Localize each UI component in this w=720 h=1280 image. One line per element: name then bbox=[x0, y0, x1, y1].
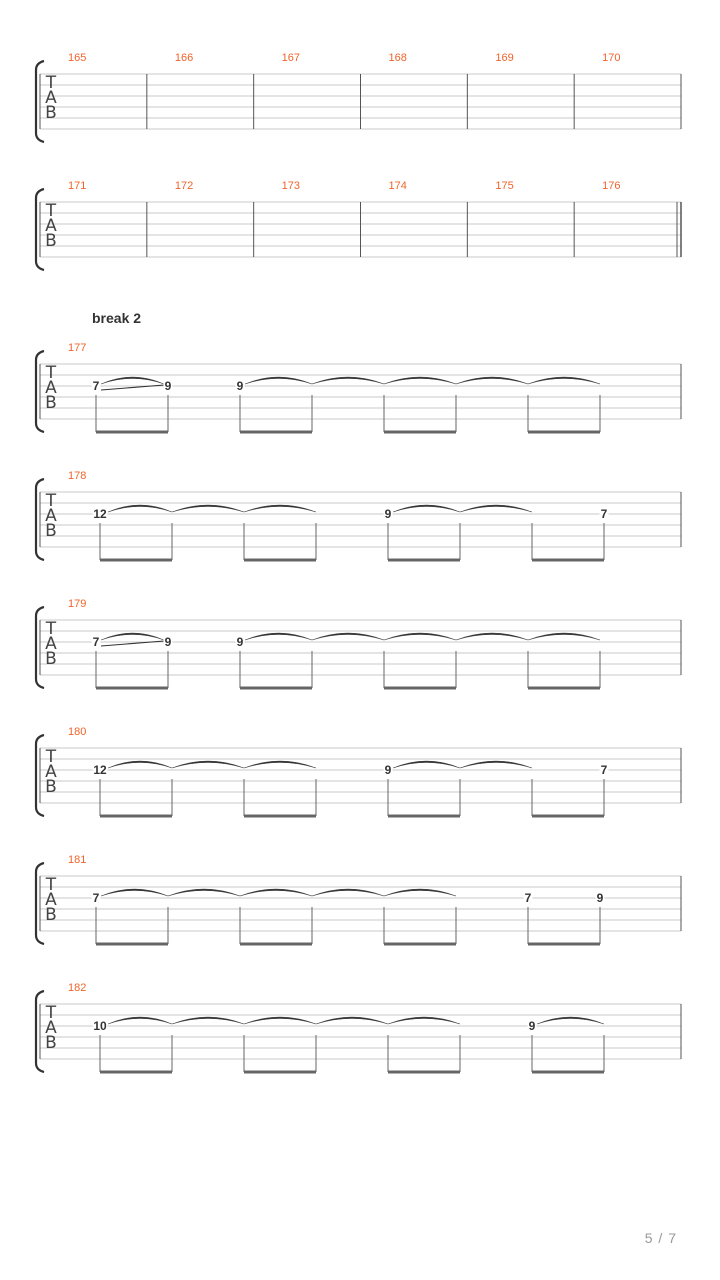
measure-number: 176 bbox=[602, 180, 621, 192]
tab-clef-letter: A bbox=[45, 890, 57, 910]
tie-arc bbox=[456, 633, 528, 640]
tie-arc bbox=[240, 889, 312, 896]
tab-clef-letter: B bbox=[45, 649, 57, 669]
tab-clef-letter: T bbox=[45, 875, 57, 895]
measure-number: 179 bbox=[68, 598, 87, 610]
fret-number: 9 bbox=[528, 1019, 536, 1033]
fret-number: 9 bbox=[164, 379, 172, 393]
tab-clef-letter: A bbox=[45, 216, 57, 236]
tab-clef-letter: A bbox=[45, 506, 57, 526]
tie-arc bbox=[244, 761, 316, 768]
tab-clef-letter: A bbox=[45, 1018, 57, 1038]
measure-number: 167 bbox=[281, 52, 301, 64]
measure-number: 171 bbox=[68, 180, 87, 192]
tab-clef-letter: B bbox=[45, 393, 57, 413]
tie-arc bbox=[393, 505, 460, 512]
tie-arc bbox=[245, 633, 312, 640]
measure-number: 178 bbox=[68, 470, 87, 482]
tie-arc bbox=[172, 505, 244, 512]
tie-arc bbox=[108, 761, 172, 768]
tab-clef-letter: A bbox=[45, 762, 57, 782]
tie-arc bbox=[312, 889, 384, 896]
measure-number: 169 bbox=[495, 52, 514, 64]
tie-arc bbox=[172, 761, 244, 768]
fret-number: 9 bbox=[236, 379, 244, 393]
fret-number: 12 bbox=[93, 507, 107, 521]
tie-arc bbox=[388, 1017, 460, 1024]
measure-number: 173 bbox=[281, 180, 301, 192]
tie-arc bbox=[460, 761, 532, 768]
fret-number: 7 bbox=[92, 891, 100, 905]
tie-arc bbox=[528, 377, 600, 384]
tab-clef-letter: A bbox=[45, 378, 57, 398]
tab-clef-letter: T bbox=[45, 747, 57, 767]
tie-arc bbox=[384, 633, 456, 640]
tab-clef-letter: B bbox=[45, 905, 57, 925]
tab-clef-letter: T bbox=[45, 619, 57, 639]
fret-number: 9 bbox=[384, 507, 392, 521]
tab-clef-letter: T bbox=[45, 201, 57, 221]
tab-clef-letter: B bbox=[45, 103, 57, 123]
fret-number: 7 bbox=[92, 379, 100, 393]
fret-number: 9 bbox=[384, 763, 392, 777]
fret-number: 7 bbox=[600, 507, 608, 521]
tab-clef-letter: A bbox=[45, 634, 57, 654]
tab-clef-letter: T bbox=[45, 73, 57, 93]
measure-number: 180 bbox=[68, 726, 87, 738]
measure-number: 175 bbox=[495, 180, 514, 192]
tie-arc bbox=[528, 633, 600, 640]
measure-number: 177 bbox=[68, 342, 87, 354]
fret-number: 12 bbox=[93, 763, 107, 777]
tie-arc bbox=[312, 633, 384, 640]
measure-number: 182 bbox=[68, 982, 87, 994]
tie-arc bbox=[101, 889, 168, 896]
tie-arc bbox=[393, 761, 460, 768]
tie-arc bbox=[244, 1017, 316, 1024]
tab-clef-letter: T bbox=[45, 491, 57, 511]
fret-number: 9 bbox=[236, 635, 244, 649]
measure-number: 170 bbox=[602, 52, 621, 64]
tie-arc bbox=[460, 505, 532, 512]
tie-arc bbox=[384, 889, 456, 896]
tab-clef-letter: B bbox=[45, 1033, 57, 1053]
tie-arc bbox=[244, 505, 316, 512]
tie-arc bbox=[101, 377, 164, 384]
measure-number: 168 bbox=[388, 52, 407, 64]
tab-clef-letter: A bbox=[45, 88, 57, 108]
fret-number: 9 bbox=[164, 635, 172, 649]
tab-clef-letter: B bbox=[45, 521, 57, 541]
tie-arc bbox=[108, 505, 172, 512]
tie-arc bbox=[168, 889, 240, 896]
tab-clef-letter: T bbox=[45, 1003, 57, 1023]
measure-number: 165 bbox=[68, 52, 87, 64]
measure-number: 166 bbox=[174, 52, 194, 64]
measure-number: 174 bbox=[388, 180, 407, 192]
tie-arc bbox=[101, 633, 164, 640]
tie-arc bbox=[316, 1017, 388, 1024]
tab-clef-letter: B bbox=[45, 231, 57, 251]
tie-arc bbox=[245, 377, 312, 384]
tie-arc bbox=[108, 1017, 172, 1024]
fret-number: 9 bbox=[596, 891, 604, 905]
tie-arc bbox=[456, 377, 528, 384]
measure-number: 172 bbox=[174, 180, 194, 192]
tie-arc bbox=[312, 377, 384, 384]
page-indicator: 5 / 7 bbox=[644, 1230, 677, 1246]
tie-arc bbox=[384, 377, 456, 384]
section-label: break 2 bbox=[92, 310, 142, 326]
fret-number: 7 bbox=[600, 763, 608, 777]
fret-number: 7 bbox=[524, 891, 532, 905]
tie-arc bbox=[172, 1017, 244, 1024]
measure-number: 181 bbox=[68, 854, 87, 866]
tab-clef-letter: B bbox=[45, 777, 57, 797]
tab-clef-letter: T bbox=[45, 363, 57, 383]
fret-number: 10 bbox=[93, 1019, 107, 1033]
fret-number: 7 bbox=[92, 635, 100, 649]
tie-arc bbox=[537, 1017, 604, 1024]
